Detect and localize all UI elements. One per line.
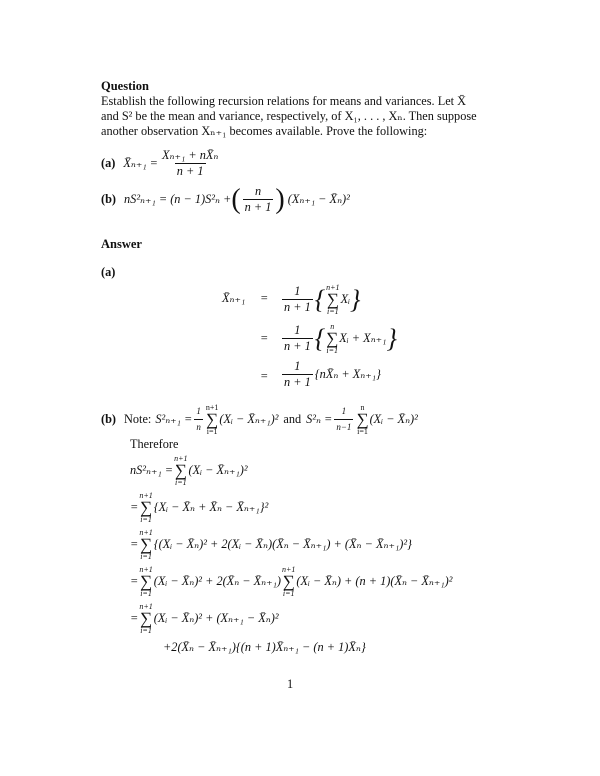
summation-symbol: n ∑ i=1: [356, 403, 369, 436]
note-s2: S²ₙ =: [306, 412, 333, 426]
answer-a-line-1-body: Xᵢ: [340, 292, 351, 306]
answer-a-lhs: X̄ₙ₊₁: [222, 291, 246, 305]
note-frac-1: [194, 404, 203, 435]
close-paren: ): [275, 183, 285, 215]
fraction-numerator: 1: [294, 359, 301, 373]
intro-line-3: another observation Xₙ₊₁ becomes available. Prove the following:: [101, 124, 428, 138]
sum-lower-limit: i=1: [175, 478, 187, 487]
fraction-numerator: 1: [294, 284, 301, 298]
summation-symbol: n+1 ∑ i=1: [205, 403, 219, 436]
sum-upper-limit: n+1: [139, 602, 153, 611]
derivation-line-4: [130, 565, 452, 598]
answer-heading: Answer: [101, 237, 142, 251]
answer-a-line-3-fraction: [282, 359, 313, 390]
sum-upper-limit: n+1: [139, 491, 153, 500]
question-part-b-numerator: n: [254, 184, 262, 198]
note-body-1: (Xᵢ − X̄ₙ₊₁)²: [219, 412, 279, 426]
answer-part-b-note: [101, 403, 418, 436]
question-part-b-lhs: nS²ₙ₊₁ = (n − 1)S²ₙ +: [124, 192, 232, 206]
sum-upper-limit: n+1: [174, 454, 188, 463]
question-intro: [101, 94, 521, 139]
answer-a-eq-3: =: [260, 369, 269, 383]
answer-a-line-2-fraction: [282, 323, 313, 354]
question-part-a-label: (a): [101, 156, 116, 170]
summation-symbol: n+1 ∑ i=1: [326, 283, 340, 316]
sum-lower-limit: i=1: [327, 307, 339, 316]
note-frac-2: [334, 404, 353, 435]
open-brace: {: [314, 323, 326, 353]
answer-part-a-label: (a): [101, 265, 116, 279]
question-part-b-rhs: (Xₙ₊₁ − X̄ₙ)²: [287, 192, 350, 206]
derivation-line-6: +2(X̄ₙ − X̄ₙ₊₁){(n + 1)X̄ₙ₊₁ − (n + 1)X̄ₙ}: [163, 640, 366, 654]
derivation-line-3: [130, 528, 412, 561]
question-part-b-denominator: n + 1: [244, 200, 272, 214]
answer-a-line-2-body: Xᵢ + Xₙ₊₁: [339, 331, 387, 345]
close-brace: }: [350, 284, 361, 314]
note-prefix: Note:: [124, 412, 152, 426]
summation-symbol: n+1 ∑ i=1: [281, 565, 296, 598]
summation-symbol: n+1 ∑ i=1: [139, 528, 153, 561]
note-body-2: (Xᵢ − X̄ₙ)²: [369, 412, 418, 426]
answer-a-eq-2: =: [260, 331, 269, 345]
answer-a-line-1-fraction: [282, 284, 313, 315]
sum-lower-limit: i=1: [140, 589, 152, 598]
therefore-text: Therefore: [130, 437, 179, 451]
fraction-denominator: n: [194, 419, 203, 435]
derivation-line-2: [130, 491, 268, 524]
equals-sign: =: [130, 611, 139, 625]
derivation-1-body: (Xᵢ − X̄ₙ₊₁)²: [188, 463, 248, 477]
sum-lower-limit: i=1: [326, 346, 339, 355]
equals-sign: =: [130, 500, 139, 514]
answer-a-line-3: [280, 359, 381, 390]
derivation-2-body: {Xᵢ − X̄ₙ + X̄ₙ − X̄ₙ₊₁}²: [153, 500, 269, 514]
sum-upper-limit: n+1: [139, 528, 153, 537]
answer-a-line-3-body: {nX̄ₙ + Xₙ₊₁}: [314, 367, 381, 381]
sum-lower-limit: i=1: [140, 552, 152, 561]
sum-upper-limit: n+1: [281, 565, 296, 574]
page-number: 1: [287, 677, 294, 691]
sum-lower-limit: i=1: [140, 626, 152, 635]
summation-symbol: n+1 ∑ i=1: [139, 565, 153, 598]
fraction-denominator: n−1: [334, 419, 353, 435]
sum-lower-limit: i=1: [282, 589, 295, 598]
note-and: and: [283, 412, 302, 426]
intro-line-2: and S² be the mean and variance, respectively, of X₁, . . . , Xₙ. Then suppose: [101, 109, 477, 123]
question-part-a-fraction: [160, 148, 220, 179]
question-part-a-denominator: n + 1: [176, 164, 204, 178]
derivation-line-1: [130, 454, 248, 487]
derivation-4-body-b: (Xᵢ − X̄ₙ) + (n + 1)(X̄ₙ − X̄ₙ₊₁)²: [296, 574, 453, 588]
question-part-a: [101, 148, 222, 179]
fraction-numerator: 1: [196, 406, 201, 416]
equals-sign: =: [130, 537, 139, 551]
sum-upper-limit: n+1: [205, 403, 219, 412]
question-part-b: [101, 184, 350, 215]
answer-a-eq-1: =: [260, 291, 269, 305]
sum-upper-limit: n+1: [139, 565, 153, 574]
fraction-numerator: 1: [294, 323, 301, 337]
summation-symbol: n ∑ i=1: [326, 322, 339, 355]
fraction-denominator: n + 1: [284, 300, 311, 314]
question-part-a-lhs: X̄ₙ₊₁ =: [123, 156, 158, 170]
answer-a-line-1: [280, 283, 360, 316]
question-part-a-numerator: Xₙ₊₁ + nX̄ₙ: [161, 148, 219, 162]
derivation-1-lhs: nS²ₙ₊₁ =: [130, 463, 174, 477]
note-s1: S²ₙ₊₁ =: [155, 412, 193, 426]
sum-lower-limit: i=1: [206, 427, 218, 436]
sum-upper-limit: n: [360, 403, 365, 412]
sum-upper-limit: n+1: [326, 283, 340, 292]
intro-line-1: Establish the following recursion relations for means and variances. Let X̄: [101, 94, 467, 108]
summation-symbol: n+1 ∑ i=1: [139, 602, 153, 635]
derivation-4-body-a: (Xᵢ − X̄ₙ)² + 2(X̄ₙ − X̄ₙ₊₁): [153, 574, 281, 588]
fraction-denominator: n + 1: [284, 339, 311, 353]
sum-lower-limit: i=1: [140, 515, 152, 524]
summation-symbol: n+1 ∑ i=1: [139, 491, 153, 524]
derivation-5-body: (Xᵢ − X̄ₙ)² + (Xₙ₊₁ − X̄ₙ)²: [153, 611, 279, 625]
open-paren: (: [231, 183, 241, 215]
equals-sign: =: [130, 574, 139, 588]
sum-lower-limit: i=1: [357, 427, 368, 436]
answer-a-line-2: [280, 322, 397, 355]
answer-part-b-label: (b): [101, 412, 117, 426]
derivation-line-5: [130, 602, 279, 635]
sum-upper-limit: n: [330, 322, 335, 331]
fraction-numerator: 1: [341, 406, 347, 416]
summation-symbol: n+1 ∑ i=1: [174, 454, 188, 487]
question-heading: Question: [101, 79, 149, 93]
derivation-3-body: {(Xᵢ − X̄ₙ)² + 2(Xᵢ − X̄ₙ)(X̄ₙ − X̄ₙ₊₁) + (X̄ₙ − X̄ₙ₊₁)²}: [153, 537, 412, 551]
question-part-b-fraction: [243, 184, 274, 215]
question-part-b-label: (b): [101, 192, 117, 206]
open-brace: {: [314, 284, 326, 314]
fraction-denominator: n + 1: [284, 375, 311, 389]
close-brace: }: [386, 323, 397, 353]
